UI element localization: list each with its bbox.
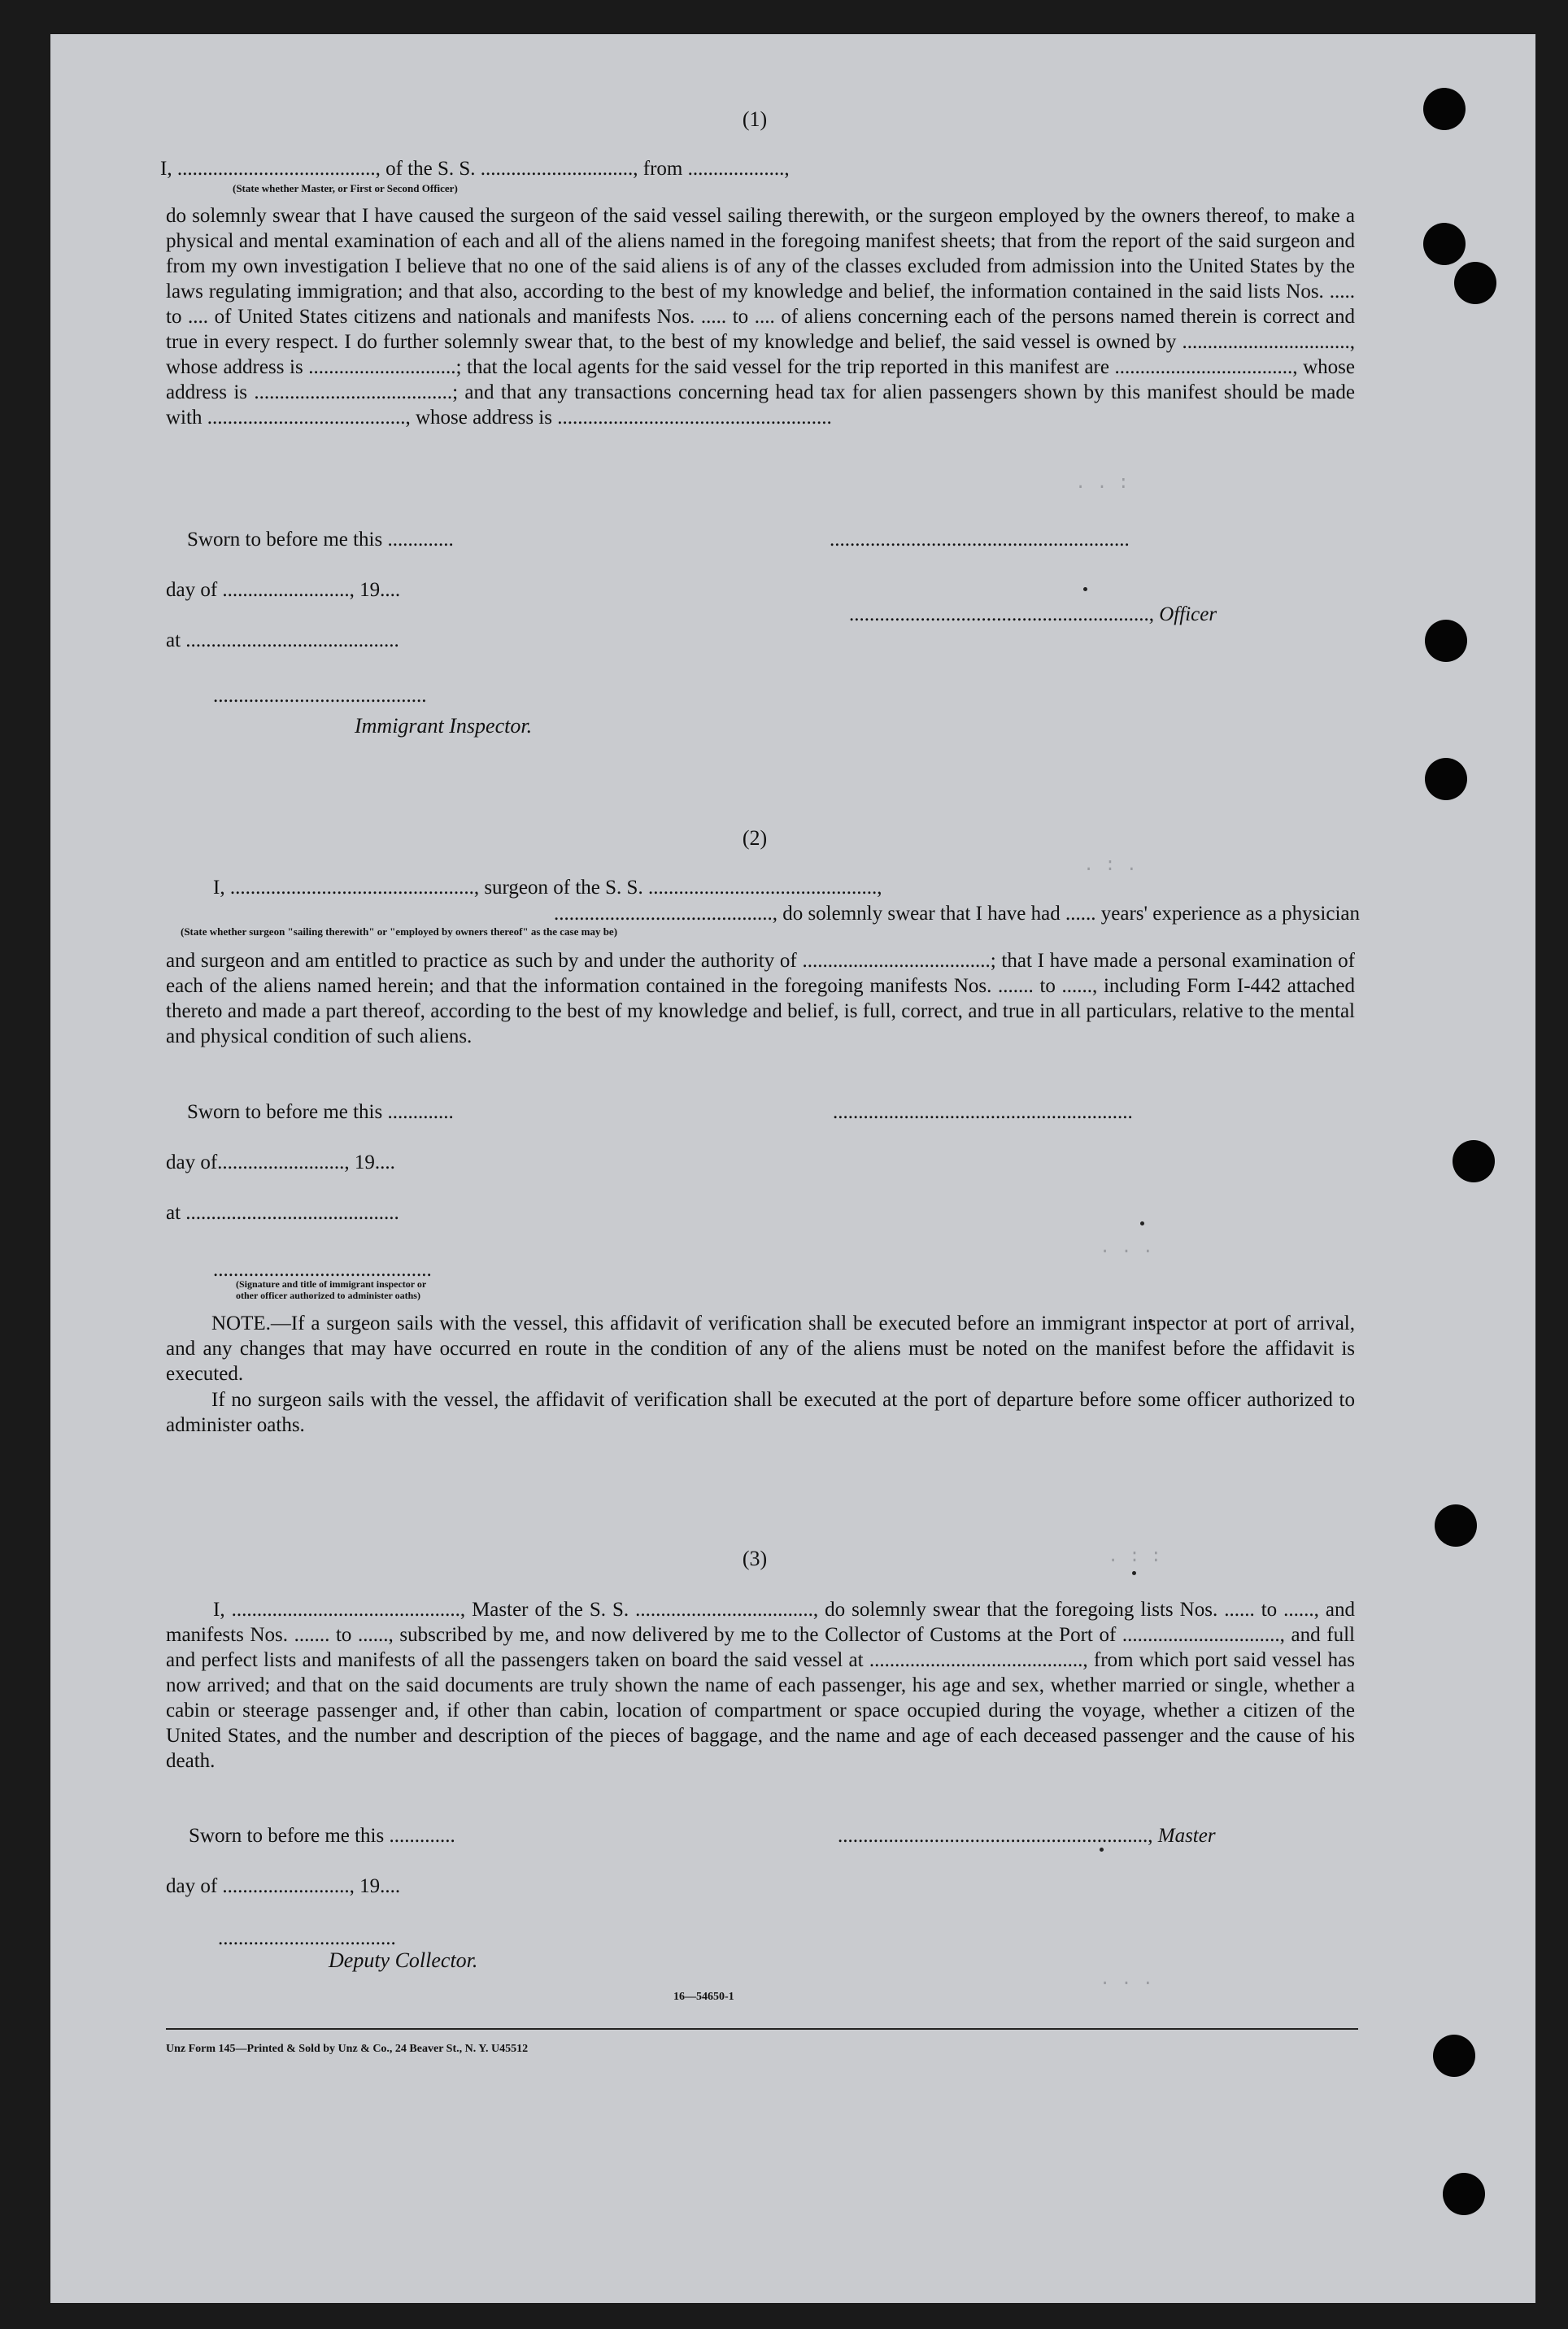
- section-1-oath-text: do solemnly swear that I have caused the surgeon of the said vessel sailing therewith, or the surgeon employed by the owners thereof, to make a physical and mental examination of each and all of the aliens named in the foregoing manifest sheets; that from the report of the said surgeon and from my own investigation I believe that no one of the said aliens is of any of the classes excluded from admission into the United States by the laws regulating immigration; and that also, according to the best of my knowledge and belief, the information contained in the said lists Nos. ..... to .... of United States citizens and nationals and manifests Nos. ..... to .... of aliens concerning each of the persons named therein is correct and true in every respect. I do further solemnly swear that, to the best of my knowledge and belief, the said vessel is owned by ................................., whose address is .............................; that the local agents for the said vessel for the trip reported in this manifest are ..................................., whose address is .......................................; and that any transactions concerning head tax for alien passengers shown by this manifest should be made with ......................................., whose address is ......................................................: [166, 205, 1355, 429]
- punch-hole: [1423, 88, 1466, 130]
- section-2-caption: (State whether surgeon "sailing therewith" or "employed by owners thereof" as the case may be): [181, 925, 618, 938]
- printer-imprint: Unz Form 145—Printed & Sold by Unz & Co., 24 Beaver St., N. Y. U45512: [166, 2043, 529, 2055]
- section-1-signature-line: ...........................................................: [830, 529, 1130, 551]
- bleed-through-mark: . : .: [1083, 855, 1138, 876]
- section-3-sworn-line: Sworn to before me this .............: [189, 1825, 455, 1847]
- punch-hole: [1425, 620, 1467, 662]
- document-page: [50, 34, 1535, 2303]
- section-2-signature-caption-1: (Signature and title of immigrant inspector or: [236, 1278, 427, 1290]
- section-3-master-label: Master: [1157, 1825, 1216, 1847]
- section-2-oath-text: and surgeon and am entitled to practice as such by and under the authority of .....................................; that I have made a personal examination of each of the aliens named herein; and that the information contained in the foregoing manifests Nos. ....... to ......, including Form I-442 attached thereto and made a part thereof, according to the best of my knowledge and belief, is full, correct, and true in all particulars, relative to the mental and physical condition of such aliens.: [166, 950, 1355, 1047]
- section-2-sworn-line: Sworn to before me this .............: [187, 1101, 454, 1123]
- bleed-through-mark: . . .: [1100, 1970, 1154, 1990]
- bleed-through-mark: . . .: [1100, 1238, 1154, 1258]
- section-2-signature-caption-2: other officer authorized to administer oaths): [236, 1290, 420, 1301]
- punch-hole: [1425, 758, 1467, 800]
- section-3-day-line: day of ........................., 19....: [166, 1875, 401, 1897]
- section-2-signature-line: ...........................................................: [833, 1101, 1133, 1123]
- section-1-sworn-line: Sworn to before me this .............: [187, 529, 454, 551]
- section-1-opening-line: I, ......................................., of the S. S. .............................., from ...................,: [160, 158, 790, 180]
- section-1-caption: (State whether Master, or First or Second Officer): [233, 182, 458, 194]
- section-2-opening-line: I, ................................................, surgeon of the S. S. .............................................,: [213, 877, 882, 899]
- ink-speck: [1132, 1571, 1136, 1575]
- section-2-at-line: at ..........................................: [166, 1202, 399, 1224]
- section-3-master-line: ............................................................., Master: [838, 1825, 1216, 1847]
- section-2-day-line: day of........................., 19....: [166, 1151, 395, 1173]
- footer-rule: [166, 2028, 1358, 2030]
- bleed-through-mark: . : :: [1108, 1547, 1162, 1567]
- ink-speck: [1140, 1221, 1144, 1225]
- section-1-number: (1): [742, 107, 768, 131]
- section-1-day-line: day of ........................., 19....: [166, 579, 401, 601]
- section-3-number: (3): [742, 1547, 768, 1570]
- punch-hole: [1443, 2173, 1485, 2215]
- section-1-officer-label: Officer: [1159, 603, 1217, 625]
- section-3-deputy-dots: ...................................: [218, 1927, 396, 1949]
- punch-hole: [1433, 2035, 1475, 2077]
- section-3-oath-text: I, ............................................., Master of the S. S. ..................................., do solemnly swear that the foregoing lists Nos. ...... to ......, and manifests Nos. ....... to ......, subscribed by me, and now delivered by me to the Collector of Customs at the Port of ..............................., and full and perfect lists and manifests of all the passengers taken on board the said vessel at .........................................., from which port said vessel has now arrived; and that on the said documents are truly shown the name of each passenger, his age and sex, whether married or single, whether a cabin or steerage passenger and, if other than cabin, location of compartment or space occupied during the voyage, whether a citizen of the United States, and the number and description of the pieces of baggage, and the name and age of each deceased passenger and the cause of his death.: [166, 1599, 1355, 1772]
- section-3-deputy-title: Deputy Collector.: [329, 1948, 478, 1972]
- section-1-inspector-title: Immigrant Inspector.: [355, 714, 533, 738]
- ink-speck: [1083, 587, 1087, 591]
- section-2-note: NOTE.—If a surgeon sails with the vessel, this affidavit of verification shall be executed before an immigrant inspector at port of arrival, and any changes that may have occurred en route in the condition of any of the aliens must be noted on the manifest before the affidavit is executed.: [166, 1313, 1355, 1385]
- bleed-through-mark: . . :: [1075, 473, 1130, 494]
- punch-hole: [1454, 262, 1496, 304]
- section-2-signature-dots: ...........................................: [213, 1259, 432, 1281]
- punch-hole: [1435, 1504, 1477, 1547]
- section-3-master-dots: .............................................................: [838, 1825, 1148, 1847]
- punch-hole: [1453, 1140, 1495, 1182]
- section-2-second-line: ..........................................., do solemnly swear that I have had ...... years' experience as a physician: [553, 903, 1360, 925]
- punch-hole: [1423, 223, 1466, 265]
- section-2-number: (2): [742, 826, 768, 850]
- form-code: 16—54650-1: [673, 1991, 734, 2003]
- section-1-officer-dots: ...........................................................: [849, 603, 1149, 625]
- section-2-note-continued: If no surgeon sails with the vessel, the affidavit of verification shall be executed at the port of departure before some officer authorized to administer oaths.: [166, 1389, 1355, 1436]
- section-1-at-line: at ..........................................: [166, 629, 399, 651]
- section-1-officer-line: ..........................................................., Officer: [849, 603, 1217, 625]
- section-1-inspector-dots: ..........................................: [213, 685, 427, 707]
